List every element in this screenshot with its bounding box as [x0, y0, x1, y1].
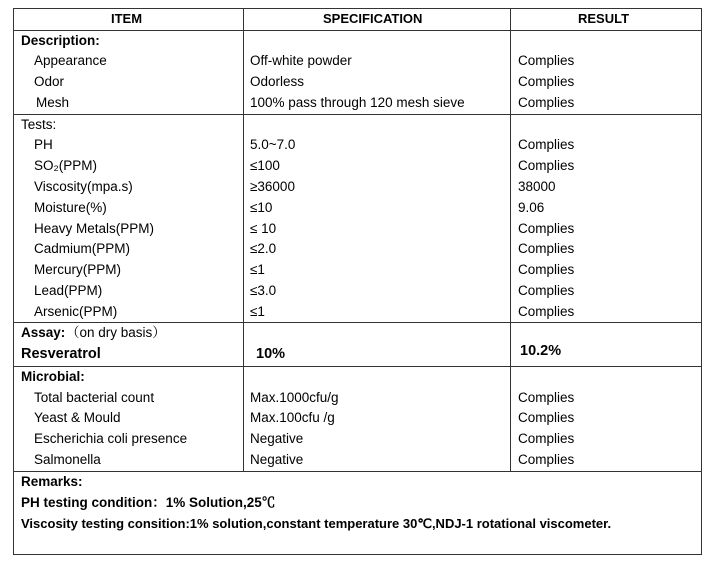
result-cell: Complies	[518, 431, 575, 446]
row-divider	[13, 471, 702, 472]
section-title-description: Description:	[21, 33, 100, 48]
item-cell: SO₂(PPM)	[34, 158, 97, 173]
row-divider	[13, 322, 702, 323]
item-cell: PH	[34, 137, 53, 152]
assay-result: 10.2%	[520, 343, 562, 359]
result-cell: 9.06	[518, 200, 545, 215]
spec-cell: 5.0~7.0	[250, 137, 296, 152]
section-title-tests: Tests:	[21, 117, 57, 132]
spec-cell: Off-white powder	[250, 53, 352, 68]
spec-cell: ≥36000	[250, 179, 295, 194]
result-cell: Complies	[518, 221, 575, 236]
spec-cell: 100% pass through 120 mesh sieve	[250, 95, 465, 110]
result-cell: Complies	[518, 241, 575, 256]
spec-cell: ≤ 10	[250, 221, 277, 236]
spec-sheet	[13, 8, 702, 555]
spec-cell: ≤10	[250, 200, 273, 215]
item-cell: Cadmium(PPM)	[34, 241, 131, 256]
result-cell: Complies	[518, 95, 575, 110]
item-cell: Moisture(%)	[34, 200, 107, 215]
item-cell: Escherichia coli presence	[34, 431, 188, 446]
item-cell: Appearance	[34, 53, 107, 68]
item-cell: Odor	[34, 74, 65, 89]
item-cell: Heavy Metals(PPM)	[34, 221, 155, 236]
spec-cell: ≤1	[250, 262, 265, 277]
result-cell: Complies	[518, 137, 575, 152]
header-result: RESULT	[578, 11, 630, 26]
result-cell: Complies	[518, 53, 575, 68]
result-cell: Complies	[518, 74, 575, 89]
result-cell: Complies	[518, 262, 575, 277]
assay-spec: 10%	[256, 346, 286, 362]
row-divider	[13, 114, 702, 115]
header-specification: SPECIFICATION	[323, 11, 423, 26]
assay-basis: （on dry basis）	[66, 325, 166, 340]
result-cell: Complies	[518, 452, 575, 467]
result-cell: Complies	[518, 283, 575, 298]
result-cell: Complies	[518, 304, 575, 319]
item-cell: Salmonella	[34, 452, 101, 467]
spec-cell: Negative	[250, 431, 304, 446]
spec-cell: ≤2.0	[250, 241, 277, 256]
result-cell: Complies	[518, 410, 575, 425]
section-title-microbial: Microbial:	[21, 369, 85, 384]
item-cell: Lead(PPM)	[34, 283, 103, 298]
remarks-title: Remarks:	[21, 474, 83, 489]
item-cell: Viscosity(mpa.s)	[34, 179, 133, 194]
item-cell: Total bacterial count	[34, 390, 155, 405]
spec-cell: Negative	[250, 452, 304, 467]
section-title-assay: Assay:	[21, 325, 66, 340]
result-cell: Complies	[518, 390, 575, 405]
assay-item: Resveratrol	[21, 346, 101, 362]
column-divider	[510, 8, 511, 471]
spec-cell: Odorless	[250, 74, 305, 89]
remarks-line-2: Viscosity testing consition:1% solution,constant temperature 30℃,NDJ-1 rotational viscometer.	[21, 516, 612, 531]
row-divider	[13, 30, 702, 31]
spec-cell: ≤3.0	[250, 283, 277, 298]
spec-cell: Max.1000cfu/g	[250, 390, 339, 405]
remarks-line-1: PH testing condition：1% Solution,25℃	[21, 495, 276, 510]
result-cell: Complies	[518, 158, 575, 173]
spec-cell: ≤100	[250, 158, 280, 173]
result-cell: 38000	[518, 179, 556, 194]
item-cell: Yeast & Mould	[34, 410, 121, 425]
column-divider	[243, 8, 244, 471]
header-item: ITEM	[111, 11, 143, 26]
spec-cell: Max.100cfu /g	[250, 410, 335, 425]
item-cell: Arsenic(PPM)	[34, 304, 118, 319]
spec-cell: ≤1	[250, 304, 265, 319]
item-cell: Mesh	[36, 95, 70, 110]
item-cell: Mercury(PPM)	[34, 262, 121, 277]
row-divider	[13, 366, 702, 367]
